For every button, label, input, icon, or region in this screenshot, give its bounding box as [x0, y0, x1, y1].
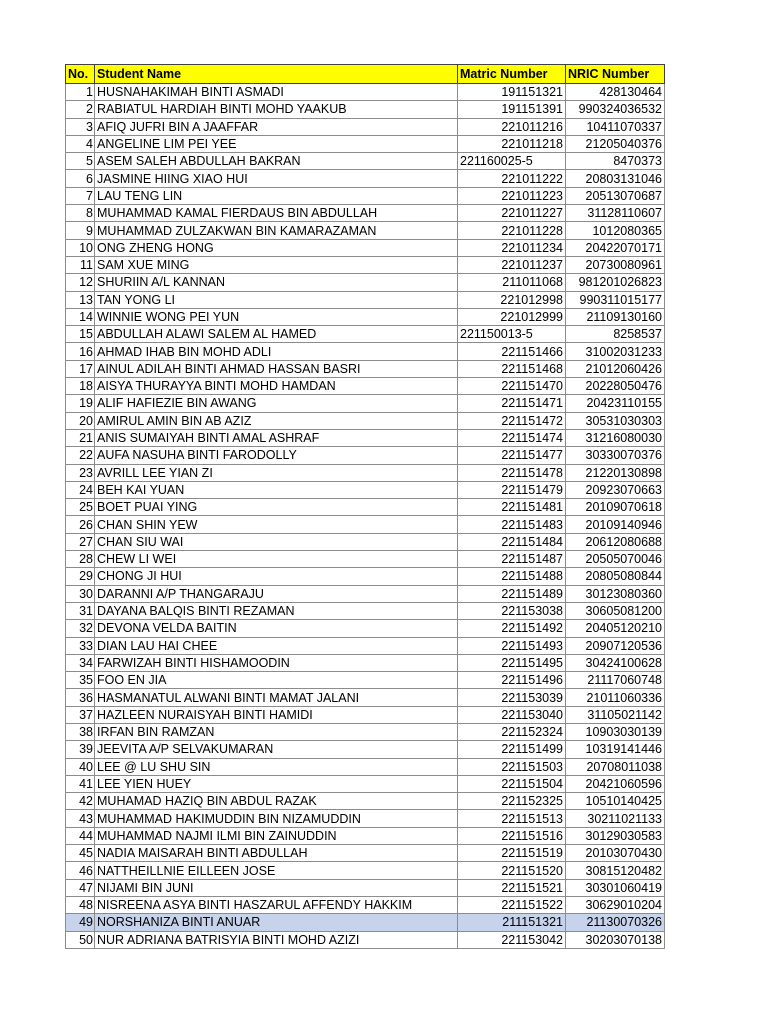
- cell-no[interactable]: 6: [66, 170, 95, 187]
- cell-nric-number[interactable]: 31002031233: [566, 343, 665, 360]
- cell-no[interactable]: 10: [66, 239, 95, 256]
- cell-matric-number[interactable]: 211151321: [458, 914, 566, 931]
- cell-no[interactable]: 20: [66, 412, 95, 429]
- cell-nric-number[interactable]: 20109070618: [566, 499, 665, 516]
- cell-matric-number[interactable]: 221151495: [458, 654, 566, 671]
- table-row: [66, 118, 665, 135]
- table-row: [66, 758, 665, 775]
- cell-nric-number[interactable]: 31128110607: [566, 205, 665, 222]
- cell-matric-number[interactable]: 221151496: [458, 672, 566, 689]
- table-row: [66, 84, 665, 101]
- cell-nric-number[interactable]: 1012080365: [566, 222, 665, 239]
- table-row: [66, 654, 665, 671]
- table-row: [66, 551, 665, 568]
- cell-no[interactable]: 18: [66, 378, 95, 395]
- cell-nric-number[interactable]: 20923070663: [566, 481, 665, 498]
- cell-nric-number[interactable]: 20421060596: [566, 775, 665, 792]
- table-row: [66, 412, 665, 429]
- table-row: [66, 689, 665, 706]
- table-row: [66, 291, 665, 308]
- cell-student-name[interactable]: ABDULLAH ALAWI SALEM AL HAMED: [95, 326, 458, 343]
- cell-no[interactable]: 2: [66, 101, 95, 118]
- cell-no[interactable]: 25: [66, 499, 95, 516]
- cell-no[interactable]: 12: [66, 274, 95, 291]
- table-row: [66, 516, 665, 533]
- cell-student-name[interactable]: ASEM SALEH ABDULLAH BAKRAN: [95, 153, 458, 170]
- cell-nric-number[interactable]: 20109140946: [566, 516, 665, 533]
- cell-no[interactable]: 33: [66, 637, 95, 654]
- cell-matric-number[interactable]: 221151520: [458, 862, 566, 879]
- cell-nric-number[interactable]: 30531030303: [566, 412, 665, 429]
- cell-no[interactable]: 37: [66, 706, 95, 723]
- cell-student-name[interactable]: DIAN LAU HAI CHEE: [95, 637, 458, 654]
- cell-student-name[interactable]: AFIQ JUFRI BIN A JAAFFAR: [95, 118, 458, 135]
- cell-matric-number[interactable]: 221151470: [458, 378, 566, 395]
- cell-nric-number[interactable]: 21130070326: [566, 914, 665, 931]
- table-row: [66, 845, 665, 862]
- cell-matric-number[interactable]: 221151521: [458, 879, 566, 896]
- cell-no[interactable]: 47: [66, 879, 95, 896]
- cell-matric-number[interactable]: 221011228: [458, 222, 566, 239]
- cell-no[interactable]: 49: [66, 914, 95, 931]
- cell-matric-number[interactable]: 221151471: [458, 395, 566, 412]
- table-row: [66, 499, 665, 516]
- cell-nric-number[interactable]: 10903030139: [566, 723, 665, 740]
- cell-nric-number[interactable]: 990324036532: [566, 101, 665, 118]
- cell-nric-number[interactable]: 21205040376: [566, 135, 665, 152]
- cell-nric-number[interactable]: 30203070138: [566, 931, 665, 948]
- cell-nric-number[interactable]: 30424100628: [566, 654, 665, 671]
- cell-student-name[interactable]: MUHAMMAD NAJMI ILMI BIN ZAINUDDIN: [95, 827, 458, 844]
- cell-student-name[interactable]: NISREENA ASYA BINTI HASZARUL AFFENDY HAKKIM: [95, 896, 458, 913]
- table-row: [66, 239, 665, 256]
- cell-nric-number[interactable]: 20228050476: [566, 378, 665, 395]
- cell-student-name[interactable]: NUR ADRIANA BATRISYIA BINTI MOHD AZIZI: [95, 931, 458, 948]
- cell-student-name[interactable]: RABIATUL HARDIAH BINTI MOHD YAAKUB: [95, 101, 458, 118]
- table-row: [66, 810, 665, 827]
- table-row: [66, 741, 665, 758]
- cell-nric-number[interactable]: 20730080961: [566, 256, 665, 273]
- cell-nric-number[interactable]: 10510140425: [566, 793, 665, 810]
- table-row: [66, 637, 665, 654]
- cell-no[interactable]: 44: [66, 827, 95, 844]
- cell-student-name[interactable]: AMIRUL AMIN BIN AB AZIZ: [95, 412, 458, 429]
- cell-nric-number[interactable]: 8258537: [566, 326, 665, 343]
- cell-nric-number[interactable]: 20423110155: [566, 395, 665, 412]
- cell-student-name[interactable]: CHAN SIU WAI: [95, 533, 458, 550]
- cell-nric-number[interactable]: 20422070171: [566, 239, 665, 256]
- cell-matric-number[interactable]: 221011223: [458, 187, 566, 204]
- cell-nric-number[interactable]: 30211021133: [566, 810, 665, 827]
- cell-student-name[interactable]: NATTHEILLNIE EILLEEN JOSE: [95, 862, 458, 879]
- cell-student-name[interactable]: DARANNI A/P THANGARAJU: [95, 585, 458, 602]
- table-row: [66, 585, 665, 602]
- cell-matric-number[interactable]: 221151484: [458, 533, 566, 550]
- cell-no[interactable]: 14: [66, 308, 95, 325]
- cell-student-name[interactable]: JEEVITA A/P SELVAKUMARAN: [95, 741, 458, 758]
- cell-student-name[interactable]: FARWIZAH BINTI HISHAMOODIN: [95, 654, 458, 671]
- cell-no[interactable]: 28: [66, 551, 95, 568]
- table-row: [66, 827, 665, 844]
- cell-nric-number[interactable]: 981201026823: [566, 274, 665, 291]
- cell-matric-number[interactable]: 191151391: [458, 101, 566, 118]
- cell-student-name[interactable]: ONG ZHENG HONG: [95, 239, 458, 256]
- cell-matric-number[interactable]: 221151503: [458, 758, 566, 775]
- cell-matric-number[interactable]: 221151468: [458, 360, 566, 377]
- table-row: [66, 153, 665, 170]
- cell-student-name[interactable]: HAZLEEN NURAISYAH BINTI HAMIDI: [95, 706, 458, 723]
- table-row: [66, 205, 665, 222]
- cell-matric-number[interactable]: 221012998: [458, 291, 566, 308]
- cell-matric-number[interactable]: 221151516: [458, 827, 566, 844]
- table-row: [66, 429, 665, 446]
- cell-matric-number[interactable]: 221153039: [458, 689, 566, 706]
- table-row: [66, 187, 665, 204]
- cell-nric-number[interactable]: 30129030583: [566, 827, 665, 844]
- cell-nric-number[interactable]: 20708011038: [566, 758, 665, 775]
- cell-nric-number[interactable]: 21109130160: [566, 308, 665, 325]
- cell-matric-number[interactable]: 221011237: [458, 256, 566, 273]
- cell-no[interactable]: 40: [66, 758, 95, 775]
- cell-no[interactable]: 5: [66, 153, 95, 170]
- cell-nric-number[interactable]: 21012060426: [566, 360, 665, 377]
- cell-student-name[interactable]: CHAN SHIN YEW: [95, 516, 458, 533]
- cell-no[interactable]: 43: [66, 810, 95, 827]
- cell-student-name[interactable]: WINNIE WONG PEI YUN: [95, 308, 458, 325]
- cell-nric-number[interactable]: 30301060419: [566, 879, 665, 896]
- table-row: [66, 706, 665, 723]
- cell-no[interactable]: 31: [66, 602, 95, 619]
- table-row: [66, 395, 665, 412]
- cell-matric-number[interactable]: 221012999: [458, 308, 566, 325]
- cell-matric-number[interactable]: 221151504: [458, 775, 566, 792]
- cell-nric-number[interactable]: 10319141446: [566, 741, 665, 758]
- cell-student-name[interactable]: CHONG JI HUI: [95, 568, 458, 585]
- cell-matric-number[interactable]: 221151487: [458, 551, 566, 568]
- cell-no[interactable]: 15: [66, 326, 95, 343]
- cell-matric-number[interactable]: 221151519: [458, 845, 566, 862]
- table-row: [66, 170, 665, 187]
- cell-no[interactable]: 4: [66, 135, 95, 152]
- table-row: [66, 931, 665, 948]
- cell-student-name[interactable]: MUHAMMAD ZULZAKWAN BIN KAMARAZAMAN: [95, 222, 458, 239]
- header-no[interactable]: No.: [66, 65, 95, 84]
- cell-nric-number[interactable]: 30123080360: [566, 585, 665, 602]
- cell-nric-number[interactable]: 10411070337: [566, 118, 665, 135]
- cell-no[interactable]: 34: [66, 654, 95, 671]
- cell-matric-number[interactable]: 221151483: [458, 516, 566, 533]
- cell-nric-number[interactable]: 990311015177: [566, 291, 665, 308]
- table-row: [66, 533, 665, 550]
- cell-matric-number[interactable]: 221151466: [458, 343, 566, 360]
- cell-no[interactable]: 26: [66, 516, 95, 533]
- cell-nric-number[interactable]: 31216080030: [566, 429, 665, 446]
- cell-matric-number[interactable]: 221151474: [458, 429, 566, 446]
- table-row: [66, 896, 665, 913]
- cell-matric-number[interactable]: 221152324: [458, 723, 566, 740]
- cell-matric-number[interactable]: 221011227: [458, 205, 566, 222]
- cell-student-name[interactable]: AINUL ADILAH BINTI AHMAD HASSAN BASRI: [95, 360, 458, 377]
- cell-no[interactable]: 8: [66, 205, 95, 222]
- cell-student-name[interactable]: MUHAMMAD KAMAL FIERDAUS BIN ABDULLAH: [95, 205, 458, 222]
- cell-student-name[interactable]: HUSNAHAKIMAH BINTI ASMADI: [95, 84, 458, 101]
- table-row: [66, 568, 665, 585]
- cell-nric-number[interactable]: 21117060748: [566, 672, 665, 689]
- table-row: [66, 879, 665, 896]
- cell-nric-number[interactable]: 20505070046: [566, 551, 665, 568]
- cell-nric-number[interactable]: 30815120482: [566, 862, 665, 879]
- cell-no[interactable]: 38: [66, 723, 95, 740]
- header-row: [66, 65, 665, 84]
- cell-student-name[interactable]: BOET PUAI YING: [95, 499, 458, 516]
- cell-student-name[interactable]: AUFA NASUHA BINTI FARODOLLY: [95, 447, 458, 464]
- cell-matric-number[interactable]: 221151492: [458, 620, 566, 637]
- cell-student-name[interactable]: ALIF HAFIEZIE BIN AWANG: [95, 395, 458, 412]
- cell-student-name[interactable]: NIJAMI BIN JUNI: [95, 879, 458, 896]
- header-nric-number[interactable]: NRIC Number: [566, 65, 665, 84]
- cell-no[interactable]: 27: [66, 533, 95, 550]
- cell-nric-number[interactable]: 30605081200: [566, 602, 665, 619]
- cell-nric-number[interactable]: 20805080844: [566, 568, 665, 585]
- cell-student-name[interactable]: FOO EN JIA: [95, 672, 458, 689]
- cell-no[interactable]: 36: [66, 689, 95, 706]
- table-row: [66, 378, 665, 395]
- cell-no[interactable]: 32: [66, 620, 95, 637]
- cell-student-name[interactable]: DEVONA VELDA BAITIN: [95, 620, 458, 637]
- cell-matric-number[interactable]: 221153038: [458, 602, 566, 619]
- table-row: [66, 602, 665, 619]
- cell-student-name[interactable]: MUHAMMAD HAKIMUDDIN BIN NIZAMUDDIN: [95, 810, 458, 827]
- cell-matric-number[interactable]: 221011218: [458, 135, 566, 152]
- cell-no[interactable]: 24: [66, 481, 95, 498]
- student-table: [65, 64, 665, 949]
- cell-matric-number[interactable]: 221153040: [458, 706, 566, 723]
- cell-nric-number[interactable]: 20405120210: [566, 620, 665, 637]
- table-row: [66, 775, 665, 792]
- table-row: [66, 793, 665, 810]
- cell-matric-number[interactable]: 221151488: [458, 568, 566, 585]
- cell-matric-number[interactable]: 221151513: [458, 810, 566, 827]
- cell-no[interactable]: 35: [66, 672, 95, 689]
- cell-nric-number[interactable]: 20513070687: [566, 187, 665, 204]
- cell-student-name[interactable]: AVRILL LEE YIAN ZI: [95, 464, 458, 481]
- cell-matric-number[interactable]: 221151499: [458, 741, 566, 758]
- table-row: [66, 862, 665, 879]
- cell-no[interactable]: 48: [66, 896, 95, 913]
- cell-matric-number[interactable]: 221151481: [458, 499, 566, 516]
- cell-student-name[interactable]: MUHAMAD HAZIQ BIN ABDUL RAZAK: [95, 793, 458, 810]
- cell-no[interactable]: 9: [66, 222, 95, 239]
- table-row: [66, 620, 665, 637]
- cell-student-name[interactable]: JASMINE HIING XIAO HUI: [95, 170, 458, 187]
- table-row: [66, 135, 665, 152]
- cell-no[interactable]: 50: [66, 931, 95, 948]
- table-row: [66, 447, 665, 464]
- cell-student-name[interactable]: SHURIIN A/L KANNAN: [95, 274, 458, 291]
- cell-matric-number[interactable]: 221151522: [458, 896, 566, 913]
- cell-matric-number[interactable]: 221151489: [458, 585, 566, 602]
- cell-nric-number[interactable]: 21011060336: [566, 689, 665, 706]
- cell-student-name[interactable]: TAN YONG LI: [95, 291, 458, 308]
- cell-student-name[interactable]: LAU TENG LIN: [95, 187, 458, 204]
- table-row: [66, 222, 665, 239]
- cell-matric-number[interactable]: 221153042: [458, 931, 566, 948]
- table-row: [66, 360, 665, 377]
- cell-nric-number[interactable]: 20103070430: [566, 845, 665, 862]
- cell-student-name[interactable]: HASMANATUL ALWANI BINTI MAMAT JALANI: [95, 689, 458, 706]
- cell-student-name[interactable]: IRFAN BIN RAMZAN: [95, 723, 458, 740]
- cell-no[interactable]: 23: [66, 464, 95, 481]
- cell-nric-number[interactable]: 20803131046: [566, 170, 665, 187]
- table-row: [66, 101, 665, 118]
- table-row: [66, 464, 665, 481]
- cell-student-name[interactable]: LEE @ LU SHU SIN: [95, 758, 458, 775]
- cell-matric-number[interactable]: 221151472: [458, 412, 566, 429]
- cell-no[interactable]: 11: [66, 256, 95, 273]
- cell-matric-number[interactable]: 221151493: [458, 637, 566, 654]
- cell-matric-number[interactable]: 221152325: [458, 793, 566, 810]
- cell-student-name[interactable]: AHMAD IHAB BIN MOHD ADLI: [95, 343, 458, 360]
- cell-student-name[interactable]: SAM XUE MING: [95, 256, 458, 273]
- header-student-name[interactable]: Student Name: [95, 65, 458, 84]
- table-row: [66, 256, 665, 273]
- cell-student-name[interactable]: NADIA MAISARAH BINTI ABDULLAH: [95, 845, 458, 862]
- cell-matric-number[interactable]: 221151477: [458, 447, 566, 464]
- table-row: [66, 326, 665, 343]
- cell-nric-number[interactable]: 31105021142: [566, 706, 665, 723]
- table-row: [66, 723, 665, 740]
- cell-student-name[interactable]: ANGELINE LIM PEI YEE: [95, 135, 458, 152]
- cell-no[interactable]: 17: [66, 360, 95, 377]
- cell-no[interactable]: 3: [66, 118, 95, 135]
- table-row: [66, 308, 665, 325]
- cell-student-name[interactable]: LEE YIEN HUEY: [95, 775, 458, 792]
- cell-no[interactable]: 21: [66, 429, 95, 446]
- header-matric-number[interactable]: Matric Number: [458, 65, 566, 84]
- cell-no[interactable]: 13: [66, 291, 95, 308]
- table-row: [66, 343, 665, 360]
- cell-no[interactable]: 29: [66, 568, 95, 585]
- cell-no[interactable]: 46: [66, 862, 95, 879]
- cell-student-name[interactable]: NORSHANIZA BINTI ANUAR: [95, 914, 458, 931]
- cell-no[interactable]: 41: [66, 775, 95, 792]
- cell-student-name[interactable]: DAYANA BALQIS BINTI REZAMAN: [95, 602, 458, 619]
- table-row: [66, 481, 665, 498]
- cell-matric-number[interactable]: 221151478: [458, 464, 566, 481]
- cell-nric-number[interactable]: 21220130898: [566, 464, 665, 481]
- cell-student-name[interactable]: BEH KAI YUAN: [95, 481, 458, 498]
- cell-matric-number[interactable]: 221011234: [458, 239, 566, 256]
- cell-nric-number[interactable]: 20612080688: [566, 533, 665, 550]
- cell-no[interactable]: 39: [66, 741, 95, 758]
- cell-no[interactable]: 22: [66, 447, 95, 464]
- cell-matric-number[interactable]: 191151321: [458, 84, 566, 101]
- table-body: [66, 84, 665, 949]
- cell-matric-number[interactable]: 221011222: [458, 170, 566, 187]
- cell-nric-number[interactable]: 30629010204: [566, 896, 665, 913]
- cell-matric-number[interactable]: 211011068: [458, 274, 566, 291]
- cell-no[interactable]: 45: [66, 845, 95, 862]
- table-row: [66, 274, 665, 291]
- cell-student-name[interactable]: ANIS SUMAIYAH BINTI AMAL ASHRAF: [95, 429, 458, 446]
- cell-student-name[interactable]: AISYA THURAYYA BINTI MOHD HAMDAN: [95, 378, 458, 395]
- cell-nric-number[interactable]: 428130464: [566, 84, 665, 101]
- cell-matric-number[interactable]: 221011216: [458, 118, 566, 135]
- cell-no[interactable]: 16: [66, 343, 95, 360]
- cell-matric-number[interactable]: 221160025-5: [458, 153, 566, 170]
- cell-nric-number[interactable]: 20907120536: [566, 637, 665, 654]
- table-row: [66, 914, 665, 931]
- cell-no[interactable]: 30: [66, 585, 95, 602]
- cell-nric-number[interactable]: 8470373: [566, 153, 665, 170]
- table-row: [66, 672, 665, 689]
- cell-student-name[interactable]: CHEW LI WEI: [95, 551, 458, 568]
- cell-no[interactable]: 42: [66, 793, 95, 810]
- cell-no[interactable]: 1: [66, 84, 95, 101]
- cell-matric-number[interactable]: 221151479: [458, 481, 566, 498]
- cell-matric-number[interactable]: 221150013-5: [458, 326, 566, 343]
- cell-no[interactable]: 19: [66, 395, 95, 412]
- cell-nric-number[interactable]: 30330070376: [566, 447, 665, 464]
- cell-no[interactable]: 7: [66, 187, 95, 204]
